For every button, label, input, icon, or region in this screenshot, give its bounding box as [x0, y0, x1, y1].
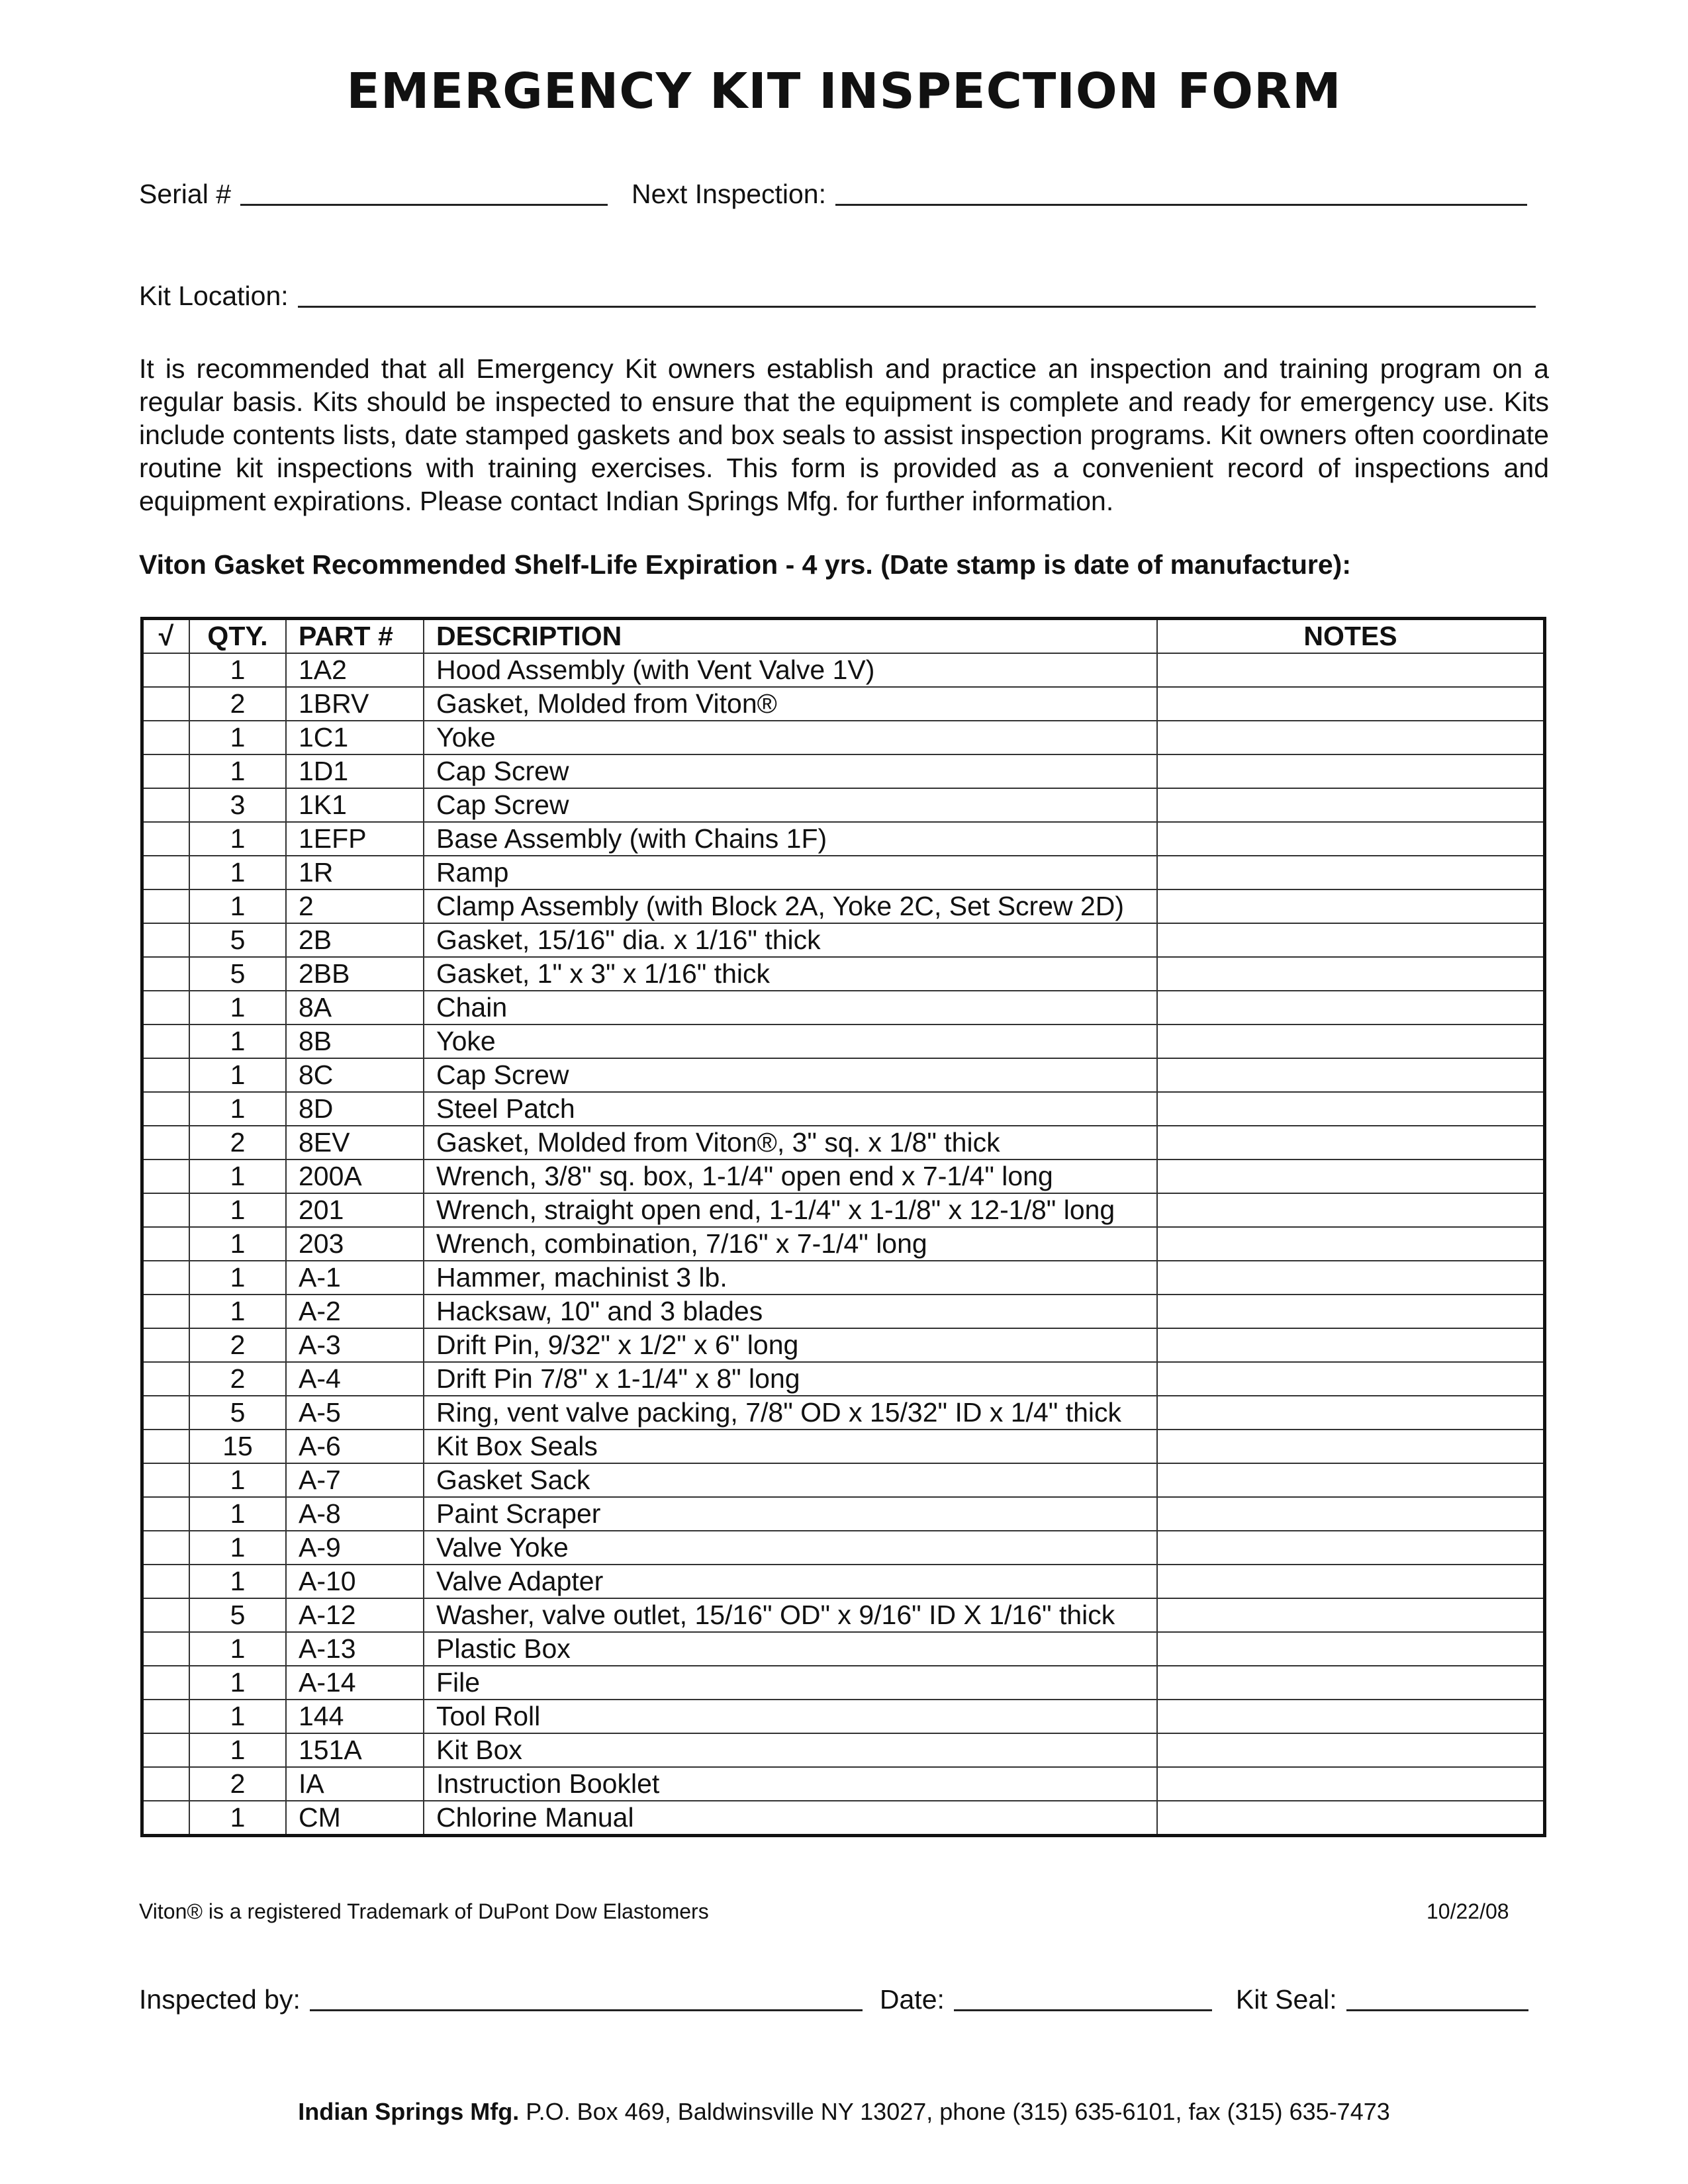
table-row [142, 1497, 1545, 1531]
description-cell: Yoke [424, 721, 1157, 754]
table-row [142, 957, 1545, 991]
description-cell: Hood Assembly (with Vent Valve 1V) [424, 653, 1157, 687]
qty-cell: 1 [189, 1295, 286, 1328]
description-cell: Kit Box [424, 1733, 1157, 1767]
notes-cell[interactable] [1157, 1362, 1545, 1396]
qty-cell: 1 [189, 1565, 286, 1598]
check-cell[interactable] [142, 1126, 190, 1160]
table-row [142, 1092, 1545, 1126]
check-cell[interactable] [142, 1261, 190, 1295]
notes-cell[interactable] [1157, 1126, 1545, 1160]
check-cell[interactable] [142, 1328, 190, 1362]
description-cell: Instruction Booklet [424, 1767, 1157, 1801]
inspection-signoff-row [139, 1984, 1528, 2015]
notes-cell[interactable] [1157, 1497, 1545, 1531]
part-number-cell: CM [286, 1801, 424, 1836]
qty-cell: 1 [189, 1497, 286, 1531]
qty-cell: 1 [189, 822, 286, 856]
table-row [142, 1632, 1545, 1666]
table-body [142, 653, 1545, 1836]
description-cell: Cap Screw [424, 1058, 1157, 1092]
description-cell: Gasket, Molded from Viton® [424, 687, 1157, 721]
notes-cell[interactable] [1157, 1024, 1545, 1058]
part-number-cell: A-1 [286, 1261, 424, 1295]
kit-seal-field[interactable] [1346, 1985, 1528, 2011]
date-field[interactable] [954, 1985, 1212, 2011]
table-row [142, 1362, 1545, 1396]
description-cell: Drift Pin 7/8" x 1-1/4" x 8" long [424, 1362, 1157, 1396]
notes-cell[interactable] [1157, 1193, 1545, 1227]
part-number-cell: 2B [286, 923, 424, 957]
description-cell: Gasket, 1" x 3" x 1/16" thick [424, 957, 1157, 991]
qty-cell: 1 [189, 1193, 286, 1227]
qty-cell: 1 [189, 653, 286, 687]
check-cell[interactable] [142, 1666, 190, 1700]
notes-cell[interactable] [1157, 1328, 1545, 1362]
table-row [142, 1261, 1545, 1295]
check-cell[interactable] [142, 1396, 190, 1430]
part-number-cell: 2BB [286, 957, 424, 991]
check-cell[interactable] [142, 1227, 190, 1261]
notes-cell[interactable] [1157, 1801, 1545, 1836]
check-cell[interactable] [142, 1700, 190, 1733]
part-number-cell: 1C1 [286, 721, 424, 754]
table-row [142, 1227, 1545, 1261]
description-cell: Yoke [424, 1024, 1157, 1058]
table-row [142, 687, 1545, 721]
qty-cell: 1 [189, 1700, 286, 1733]
description-cell: Ramp [424, 856, 1157, 889]
intro-paragraph: It is recommended that all Emergency Kit owners establish and practice an inspection and training program on a regular basis. Kits should be inspected to ensure that the equipment is complete and ready for emergency use. Kits include contents lists, date stamped gaskets and box seals to assist inspection programs. Kit owners often coordinate routine kit inspections with training exercises. This form is provided as a convenient record of inspections and equipment expirations. Please contact Indian Springs Mfg. for further information. [139, 353, 1549, 516]
table-row [142, 856, 1545, 889]
header-qty: QTY. [189, 619, 286, 654]
part-number-cell: A-14 [286, 1666, 424, 1700]
check-cell[interactable] [142, 889, 190, 923]
part-number-cell: 1A2 [286, 653, 424, 687]
table-row [142, 1024, 1545, 1058]
header-description: DESCRIPTION [424, 619, 1157, 654]
description-cell: Cap Screw [424, 788, 1157, 822]
notes-cell[interactable] [1157, 1463, 1545, 1497]
qty-cell: 3 [189, 788, 286, 822]
notes-cell[interactable] [1157, 1227, 1545, 1261]
check-cell[interactable] [142, 1295, 190, 1328]
notes-cell[interactable] [1157, 788, 1545, 822]
description-cell: Wrench, straight open end, 1-1/4" x 1-1/8" x 12-1/8" long [424, 1193, 1157, 1227]
description-cell: Hacksaw, 10" and 3 blades [424, 1295, 1157, 1328]
check-cell[interactable] [142, 923, 190, 957]
table-row [142, 1193, 1545, 1227]
qty-cell: 2 [189, 687, 286, 721]
company-name: Indian Springs Mfg. [298, 2098, 520, 2125]
check-cell[interactable] [142, 788, 190, 822]
serial-row [139, 179, 1527, 210]
description-cell: Gasket, 15/16" dia. x 1/16" thick [424, 923, 1157, 957]
check-cell[interactable] [142, 1092, 190, 1126]
check-cell[interactable] [142, 1531, 190, 1565]
notes-cell[interactable] [1157, 754, 1545, 788]
check-cell[interactable] [142, 1058, 190, 1092]
table-row [142, 1430, 1545, 1463]
part-number-cell: 1EFP [286, 822, 424, 856]
date-label: Date: [879, 1984, 945, 2015]
qty-cell: 1 [189, 1160, 286, 1193]
description-cell: Gasket, Molded from Viton®, 3" sq. x 1/8" thick [424, 1126, 1157, 1160]
qty-cell: 1 [189, 1024, 286, 1058]
serial-field[interactable] [240, 180, 608, 206]
part-number-cell: A-8 [286, 1497, 424, 1531]
notes-cell[interactable] [1157, 1160, 1545, 1193]
part-number-cell: 1R [286, 856, 424, 889]
part-number-cell: 200A [286, 1160, 424, 1193]
qty-cell: 5 [189, 1598, 286, 1632]
description-cell: Valve Yoke [424, 1531, 1157, 1565]
description-cell: Cap Screw [424, 754, 1157, 788]
qty-cell: 1 [189, 721, 286, 754]
notes-cell[interactable] [1157, 1531, 1545, 1565]
description-cell: Wrench, 3/8" sq. box, 1-1/4" open end x 7-1/4" long [424, 1160, 1157, 1193]
notes-cell[interactable] [1157, 1767, 1545, 1801]
description-cell: Clamp Assembly (with Block 2A, Yoke 2C, Set Screw 2D) [424, 889, 1157, 923]
table-row [142, 1058, 1545, 1092]
table-row [142, 1463, 1545, 1497]
description-cell: Hammer, machinist 3 lb. [424, 1261, 1157, 1295]
notes-cell[interactable] [1157, 1733, 1545, 1767]
check-cell[interactable] [142, 1801, 190, 1836]
notes-cell[interactable] [1157, 856, 1545, 889]
kit-location-field[interactable] [298, 282, 1536, 308]
table-row [142, 1700, 1545, 1733]
notes-cell[interactable] [1157, 1092, 1545, 1126]
description-cell: Plastic Box [424, 1632, 1157, 1666]
table-row [142, 788, 1545, 822]
table-row [142, 1598, 1545, 1632]
check-cell[interactable] [142, 1024, 190, 1058]
part-number-cell: 1BRV [286, 687, 424, 721]
notes-cell[interactable] [1157, 1565, 1545, 1598]
notes-cell[interactable] [1157, 957, 1545, 991]
description-cell: Valve Adapter [424, 1565, 1157, 1598]
part-number-cell: 144 [286, 1700, 424, 1733]
form-title: EMERGENCY KIT INSPECTION FORM [346, 63, 1342, 120]
inspected-by-label: Inspected by: [139, 1984, 301, 2015]
qty-cell: 1 [189, 889, 286, 923]
description-cell: File [424, 1666, 1157, 1700]
part-number-cell: A-13 [286, 1632, 424, 1666]
company-address [0, 2098, 1688, 2126]
check-cell[interactable] [142, 1632, 190, 1666]
part-number-cell: 8D [286, 1092, 424, 1126]
description-cell: Drift Pin, 9/32" x 1/2" x 6" long [424, 1328, 1157, 1362]
notes-cell[interactable] [1157, 889, 1545, 923]
part-number-cell: A-5 [286, 1396, 424, 1430]
check-cell[interactable] [142, 721, 190, 754]
notes-cell[interactable] [1157, 1295, 1545, 1328]
header-notes: NOTES [1157, 619, 1545, 654]
qty-cell: 5 [189, 923, 286, 957]
part-number-cell: 151A [286, 1733, 424, 1767]
part-number-cell: 1K1 [286, 788, 424, 822]
part-number-cell: A-10 [286, 1565, 424, 1598]
kit-location-label: Kit Location: [139, 281, 289, 311]
check-cell[interactable] [142, 1767, 190, 1801]
description-cell: Chlorine Manual [424, 1801, 1157, 1836]
qty-cell: 15 [189, 1430, 286, 1463]
qty-cell: 1 [189, 1227, 286, 1261]
description-cell: Washer, valve outlet, 15/16" OD" x 9/16" ID X 1/16" thick [424, 1598, 1157, 1632]
notes-cell[interactable] [1157, 923, 1545, 957]
header-check: √ [142, 619, 190, 654]
part-number-cell: 8A [286, 991, 424, 1024]
table-row [142, 1666, 1545, 1700]
next-inspection-field[interactable] [835, 180, 1527, 206]
part-number-cell: 201 [286, 1193, 424, 1227]
notes-cell[interactable] [1157, 1261, 1545, 1295]
notes-cell[interactable] [1157, 1700, 1545, 1733]
kit-seal-label: Kit Seal: [1235, 1984, 1337, 2015]
check-cell[interactable] [142, 991, 190, 1024]
table-row [142, 1801, 1545, 1836]
part-number-cell: IA [286, 1767, 424, 1801]
check-cell[interactable] [142, 1565, 190, 1598]
description-cell: Chain [424, 991, 1157, 1024]
check-cell[interactable] [142, 1497, 190, 1531]
table-row [142, 1328, 1545, 1362]
description-cell: Kit Box Seals [424, 1430, 1157, 1463]
check-cell[interactable] [142, 653, 190, 687]
qty-cell: 1 [189, 1666, 286, 1700]
description-cell: Paint Scraper [424, 1497, 1157, 1531]
notes-cell[interactable] [1157, 1396, 1545, 1430]
notes-cell[interactable] [1157, 687, 1545, 721]
check-cell[interactable] [142, 856, 190, 889]
notes-cell[interactable] [1157, 1598, 1545, 1632]
check-cell[interactable] [142, 1193, 190, 1227]
qty-cell: 5 [189, 957, 286, 991]
notes-cell[interactable] [1157, 1058, 1545, 1092]
part-number-cell: A-12 [286, 1598, 424, 1632]
qty-cell: 1 [189, 1733, 286, 1767]
notes-cell[interactable] [1157, 822, 1545, 856]
qty-cell: 5 [189, 1396, 286, 1430]
qty-cell: 2 [189, 1328, 286, 1362]
part-number-cell: 8C [286, 1058, 424, 1092]
check-cell[interactable] [142, 754, 190, 788]
table-row [142, 653, 1545, 687]
table-row [142, 1295, 1545, 1328]
description-cell: Base Assembly (with Chains 1F) [424, 822, 1157, 856]
table-header-row [142, 619, 1545, 654]
description-cell: Ring, vent valve packing, 7/8" OD x 15/32" ID x 1/4" thick [424, 1396, 1157, 1430]
kit-contents-table [140, 617, 1546, 1837]
description-cell: Tool Roll [424, 1700, 1157, 1733]
part-number-cell: A-7 [286, 1463, 424, 1497]
qty-cell: 1 [189, 856, 286, 889]
table-row [142, 923, 1545, 957]
check-cell[interactable] [142, 1733, 190, 1767]
qty-cell: 2 [189, 1126, 286, 1160]
notes-cell[interactable] [1157, 991, 1545, 1024]
qty-cell: 1 [189, 1801, 286, 1836]
part-number-cell: A-4 [286, 1362, 424, 1396]
check-cell[interactable] [142, 1598, 190, 1632]
check-cell[interactable] [142, 1430, 190, 1463]
serial-label: Serial # [139, 179, 232, 209]
notes-cell[interactable] [1157, 1632, 1545, 1666]
table-row [142, 1531, 1545, 1565]
table-row [142, 1126, 1545, 1160]
qty-cell: 1 [189, 1092, 286, 1126]
check-cell[interactable] [142, 822, 190, 856]
table-row [142, 822, 1545, 856]
gasket-shelf-life-heading: Viton Gasket Recommended Shelf-Life Expiration - 4 yrs. (Date stamp is date of manufacture): [139, 549, 1351, 580]
table-row [142, 1396, 1545, 1430]
qty-cell: 1 [189, 991, 286, 1024]
next-inspection-label: Next Inspection: [632, 179, 827, 209]
notes-cell[interactable] [1157, 1666, 1545, 1700]
notes-cell[interactable] [1157, 653, 1545, 687]
kit-location-row [139, 281, 1536, 312]
table-row [142, 889, 1545, 923]
qty-cell: 1 [189, 1632, 286, 1666]
check-cell[interactable] [142, 687, 190, 721]
part-number-cell: A-3 [286, 1328, 424, 1362]
qty-cell: 2 [189, 1362, 286, 1396]
qty-cell: 1 [189, 754, 286, 788]
part-number-cell: 8EV [286, 1126, 424, 1160]
check-cell[interactable] [142, 957, 190, 991]
notes-cell[interactable] [1157, 1430, 1545, 1463]
description-cell: Steel Patch [424, 1092, 1157, 1126]
part-number-cell: A-9 [286, 1531, 424, 1565]
qty-cell: 1 [189, 1531, 286, 1565]
part-number-cell: A-2 [286, 1295, 424, 1328]
header-part: PART # [286, 619, 424, 654]
table-row [142, 1767, 1545, 1801]
table-row [142, 754, 1545, 788]
qty-cell: 1 [189, 1463, 286, 1497]
qty-cell: 1 [189, 1058, 286, 1092]
part-number-cell: 8B [286, 1024, 424, 1058]
company-contact: P.O. Box 469, Baldwinsville NY 13027, phone (315) 635-6101, fax (315) 635-7473 [519, 2098, 1390, 2125]
part-number-cell: 1D1 [286, 754, 424, 788]
table-row [142, 1733, 1545, 1767]
table-row [142, 1565, 1545, 1598]
table-row [142, 1160, 1545, 1193]
check-cell[interactable] [142, 1362, 190, 1396]
qty-cell: 2 [189, 1767, 286, 1801]
qty-cell: 1 [189, 1261, 286, 1295]
trademark-note: Viton® is a registered Trademark of DuPont Dow Elastomers [139, 1899, 709, 1923]
description-cell: Wrench, combination, 7/16" x 7-1/4" long [424, 1227, 1157, 1261]
inspected-by-field[interactable] [310, 1985, 863, 2011]
table-row [142, 721, 1545, 754]
table-row [142, 991, 1545, 1024]
check-cell[interactable] [142, 1160, 190, 1193]
part-number-cell: 203 [286, 1227, 424, 1261]
revision-date: 10/22/08 [1427, 1899, 1509, 1923]
part-number-cell: 2 [286, 889, 424, 923]
check-cell[interactable] [142, 1463, 190, 1497]
notes-cell[interactable] [1157, 721, 1545, 754]
description-cell: Gasket Sack [424, 1463, 1157, 1497]
part-number-cell: A-6 [286, 1430, 424, 1463]
